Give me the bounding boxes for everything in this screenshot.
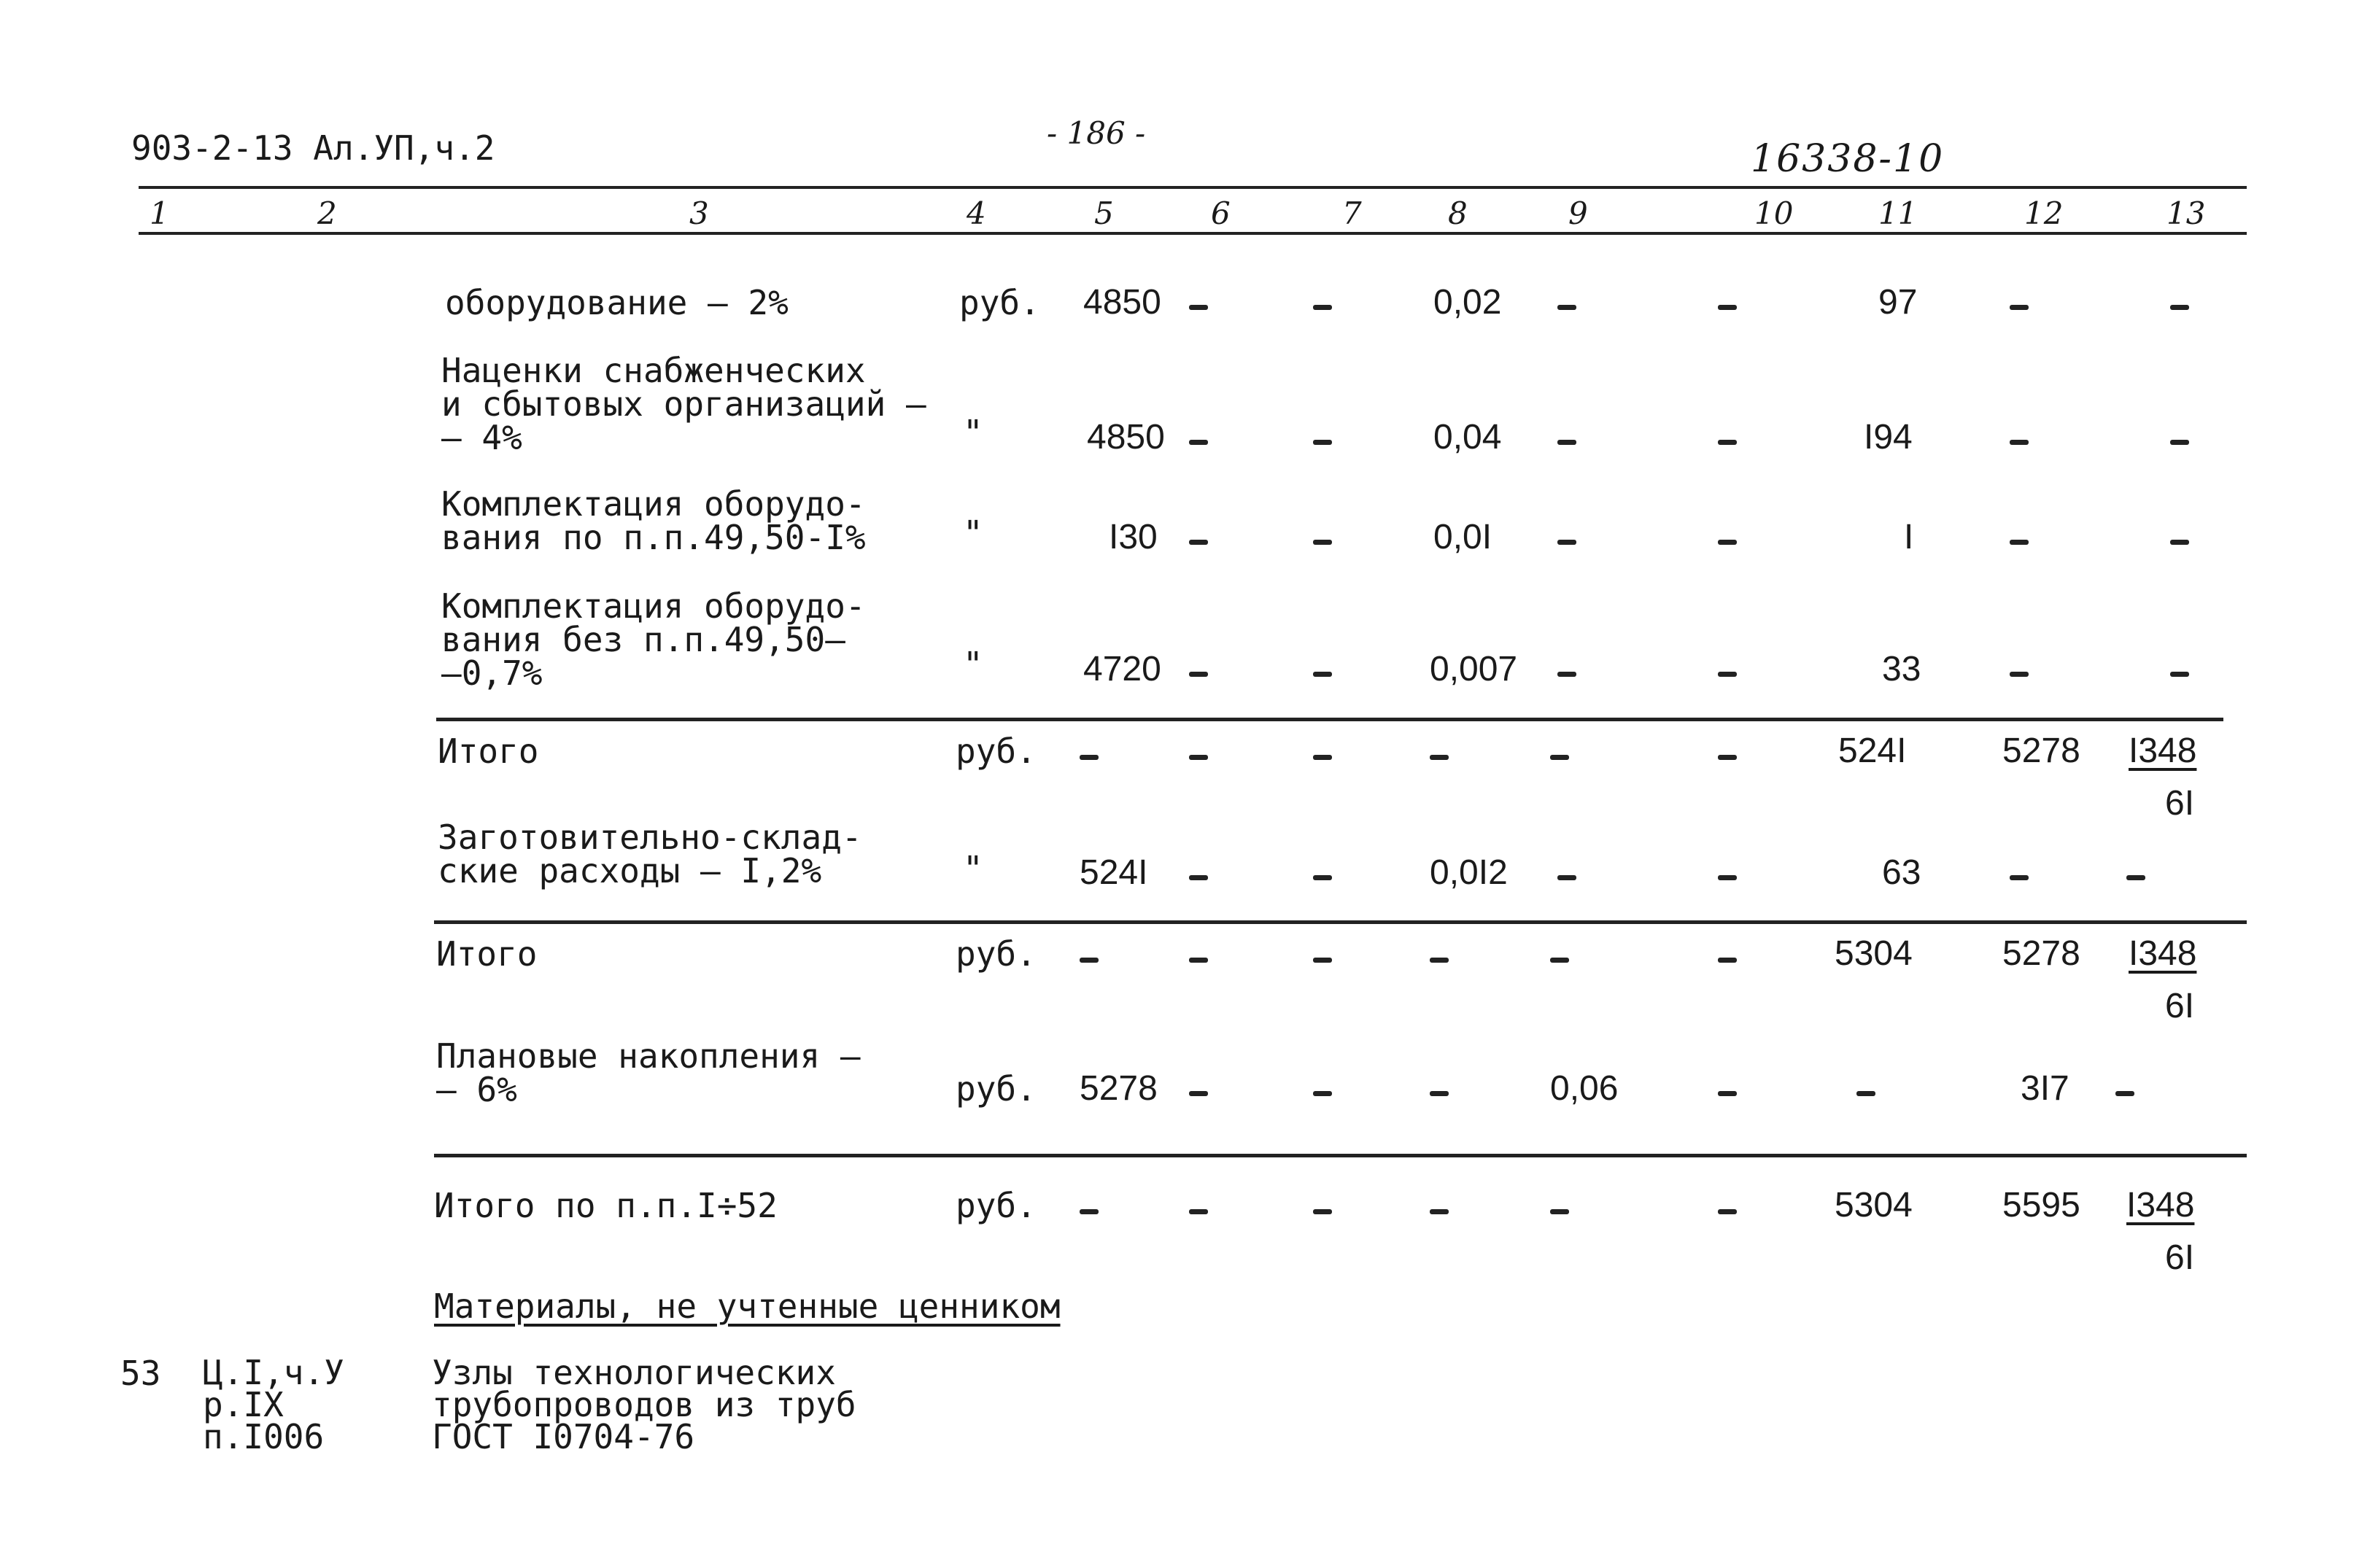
- row-col5: I30: [1109, 518, 1158, 556]
- col-header-12: 12: [2024, 195, 2064, 231]
- subtotal-rule: [436, 718, 2223, 721]
- row-col10-dash: [1718, 958, 1737, 963]
- row-col11: I94: [1864, 418, 1913, 457]
- item-53-reference: Ц.I,ч.У р.IX п.I006: [203, 1353, 344, 1456]
- col-header-8: 8: [1448, 195, 1468, 231]
- row-desc: Наценки снабженческих и сбытовых организаций – – 4%: [441, 351, 926, 457]
- row-col9-dash: [1550, 958, 1569, 963]
- col-header-9: 9: [1568, 195, 1588, 231]
- row-col8: 0,04: [1433, 418, 1502, 457]
- row-col11: I: [1904, 518, 1914, 556]
- row-col8-dash: [1430, 958, 1449, 963]
- row-col7-dash: [1313, 958, 1332, 963]
- row-col12: 3I7: [2021, 1069, 2069, 1108]
- col-header-10: 10: [1754, 195, 1794, 231]
- row-unit: руб.: [959, 283, 1040, 322]
- row-desc: Заготовительно-склад- ские расходы – I,2%: [438, 818, 862, 890]
- row-col13-dash: [2115, 1091, 2134, 1096]
- row-col7-dash: [1313, 1091, 1332, 1096]
- row-col5-dash: [1080, 755, 1099, 760]
- row-col6-dash: [1189, 305, 1208, 310]
- row-col9-dash: [1550, 755, 1569, 760]
- row-desc: Комплектация оборудо- вания без п.п.49,50– –0,7%: [441, 586, 866, 693]
- col-header-4: 4: [967, 195, 986, 231]
- row-col9-dash: [1557, 540, 1576, 545]
- row-col13-dash: [2170, 440, 2189, 445]
- section-heading: Материалы, не учтенные ценником: [434, 1286, 1061, 1326]
- row-col8-dash: [1430, 1091, 1449, 1096]
- row-col6-dash: [1189, 875, 1208, 880]
- row-col5-dash: [1080, 1209, 1099, 1214]
- row-col9-dash: [1557, 440, 1576, 445]
- row-unit: руб.: [956, 731, 1037, 771]
- row-col7-dash: [1313, 755, 1332, 760]
- row-col13-second: 6I: [2165, 784, 2195, 823]
- row-unit: руб.: [956, 1069, 1037, 1109]
- row-desc: Итого по п.п.I÷52: [434, 1186, 778, 1225]
- col-header-11: 11: [1878, 195, 1918, 231]
- page-number: - 186 -: [1047, 115, 1146, 151]
- row-col10-dash: [1718, 540, 1737, 545]
- row-col11: 33: [1882, 650, 1921, 688]
- row-col11: 5304: [1835, 934, 1913, 973]
- row-col13-dash: [2170, 672, 2189, 677]
- row-col13: I348: [2129, 731, 2197, 770]
- row-col6-dash: [1189, 958, 1208, 963]
- row-col5-dash: [1080, 958, 1099, 963]
- row-col10-dash: [1718, 875, 1737, 880]
- row-col13-dash: [2170, 305, 2189, 310]
- row-col12-dash: [2010, 440, 2029, 445]
- row-col10-dash: [1718, 672, 1737, 677]
- row-col10-dash: [1718, 305, 1737, 310]
- row-col7-dash: [1313, 672, 1332, 677]
- header-top-rule: [139, 186, 2247, 189]
- row-col12-dash: [2010, 305, 2029, 310]
- row-unit: ": [963, 645, 983, 684]
- item-53-number: 53: [120, 1354, 161, 1393]
- row-desc: Комплектация оборудо- вания по п.п.49,50-I%: [441, 484, 866, 557]
- row-col7-dash: [1313, 440, 1332, 445]
- total-rule: [434, 1154, 2247, 1157]
- subtotal-rule: [434, 920, 2247, 924]
- col-header-7: 7: [1342, 195, 1362, 231]
- row-col12-dash: [2010, 875, 2029, 880]
- col-header-2: 2: [317, 195, 337, 231]
- col-header-6: 6: [1211, 195, 1231, 231]
- row-col11: 97: [1878, 283, 1918, 322]
- row-col5: 4850: [1083, 283, 1161, 322]
- document-code: 903-2-13 Ал.УП,ч.2: [131, 128, 495, 168]
- row-col9-dash: [1557, 305, 1576, 310]
- row-col13: I348: [2126, 1186, 2195, 1224]
- row-desc: Итого: [436, 934, 538, 974]
- col-header-3: 3: [689, 195, 709, 231]
- row-col7-dash: [1313, 540, 1332, 545]
- row-col13-second: 6I: [2165, 987, 2195, 1025]
- row-desc: Итого: [438, 731, 539, 771]
- row-unit: ": [963, 413, 983, 452]
- row-col9-dash: [1550, 1209, 1569, 1214]
- row-col12-dash: [2010, 672, 2029, 677]
- row-col7-dash: [1313, 1209, 1332, 1214]
- row-col5: 5278: [1080, 1069, 1158, 1108]
- row-col7-dash: [1313, 875, 1332, 880]
- row-col12: 5278: [2002, 731, 2080, 770]
- row-col13-second: 6I: [2165, 1238, 2195, 1277]
- row-col11: 63: [1882, 853, 1921, 892]
- row-col10-dash: [1718, 1091, 1737, 1096]
- col-header-13: 13: [2166, 195, 2206, 231]
- row-col6-dash: [1189, 440, 1208, 445]
- row-col10-dash: [1718, 1209, 1737, 1214]
- row-col6-dash: [1189, 1091, 1208, 1096]
- row-col6-dash: [1189, 540, 1208, 545]
- header-bottom-rule: [139, 232, 2247, 235]
- row-col8-dash: [1430, 1209, 1449, 1214]
- row-col12: 5595: [2002, 1186, 2080, 1224]
- row-col8: 0,0I: [1433, 518, 1492, 556]
- row-unit: руб.: [956, 1186, 1037, 1225]
- row-col11: 5304: [1835, 1186, 1913, 1224]
- row-unit: ": [963, 849, 983, 888]
- row-col5: 4720: [1083, 650, 1161, 688]
- row-col5: 4850: [1087, 418, 1165, 457]
- row-col10-dash: [1718, 440, 1737, 445]
- row-col8: 0,0I2: [1430, 853, 1508, 892]
- row-col8-dash: [1430, 755, 1449, 760]
- row-col13-dash: [2170, 540, 2189, 545]
- row-col8: 0,02: [1433, 283, 1502, 322]
- row-desc: Плановые накопления – – 6%: [436, 1036, 861, 1109]
- row-col9-dash: [1557, 672, 1576, 677]
- row-col12-dash: [2010, 540, 2029, 545]
- row-col11: 524I: [1838, 731, 1907, 770]
- col-header-1: 1: [150, 195, 169, 231]
- row-col12: 5278: [2002, 934, 2080, 973]
- row-col11-dash: [1856, 1091, 1875, 1096]
- row-unit: ": [963, 513, 983, 553]
- row-col13-dash: [2126, 875, 2145, 880]
- row-col5: 524I: [1080, 853, 1148, 892]
- row-col8: 0,007: [1430, 650, 1518, 688]
- archive-number: 16338-10: [1751, 137, 1945, 181]
- row-col6-dash: [1189, 755, 1208, 760]
- col-header-5: 5: [1094, 195, 1114, 231]
- row-col10-dash: [1718, 755, 1737, 760]
- row-col6-dash: [1189, 672, 1208, 677]
- row-col6-dash: [1189, 1209, 1208, 1214]
- row-col13: I348: [2129, 934, 2197, 973]
- item-53-description: Узлы технологических трубопроводов из труб ГОСТ I0704-76: [432, 1353, 856, 1456]
- row-col7-dash: [1313, 305, 1332, 310]
- row-unit: руб.: [956, 934, 1037, 974]
- row-col9: 0,06: [1550, 1069, 1619, 1108]
- row-desc: оборудование – 2%: [445, 283, 789, 322]
- row-col9-dash: [1557, 875, 1576, 880]
